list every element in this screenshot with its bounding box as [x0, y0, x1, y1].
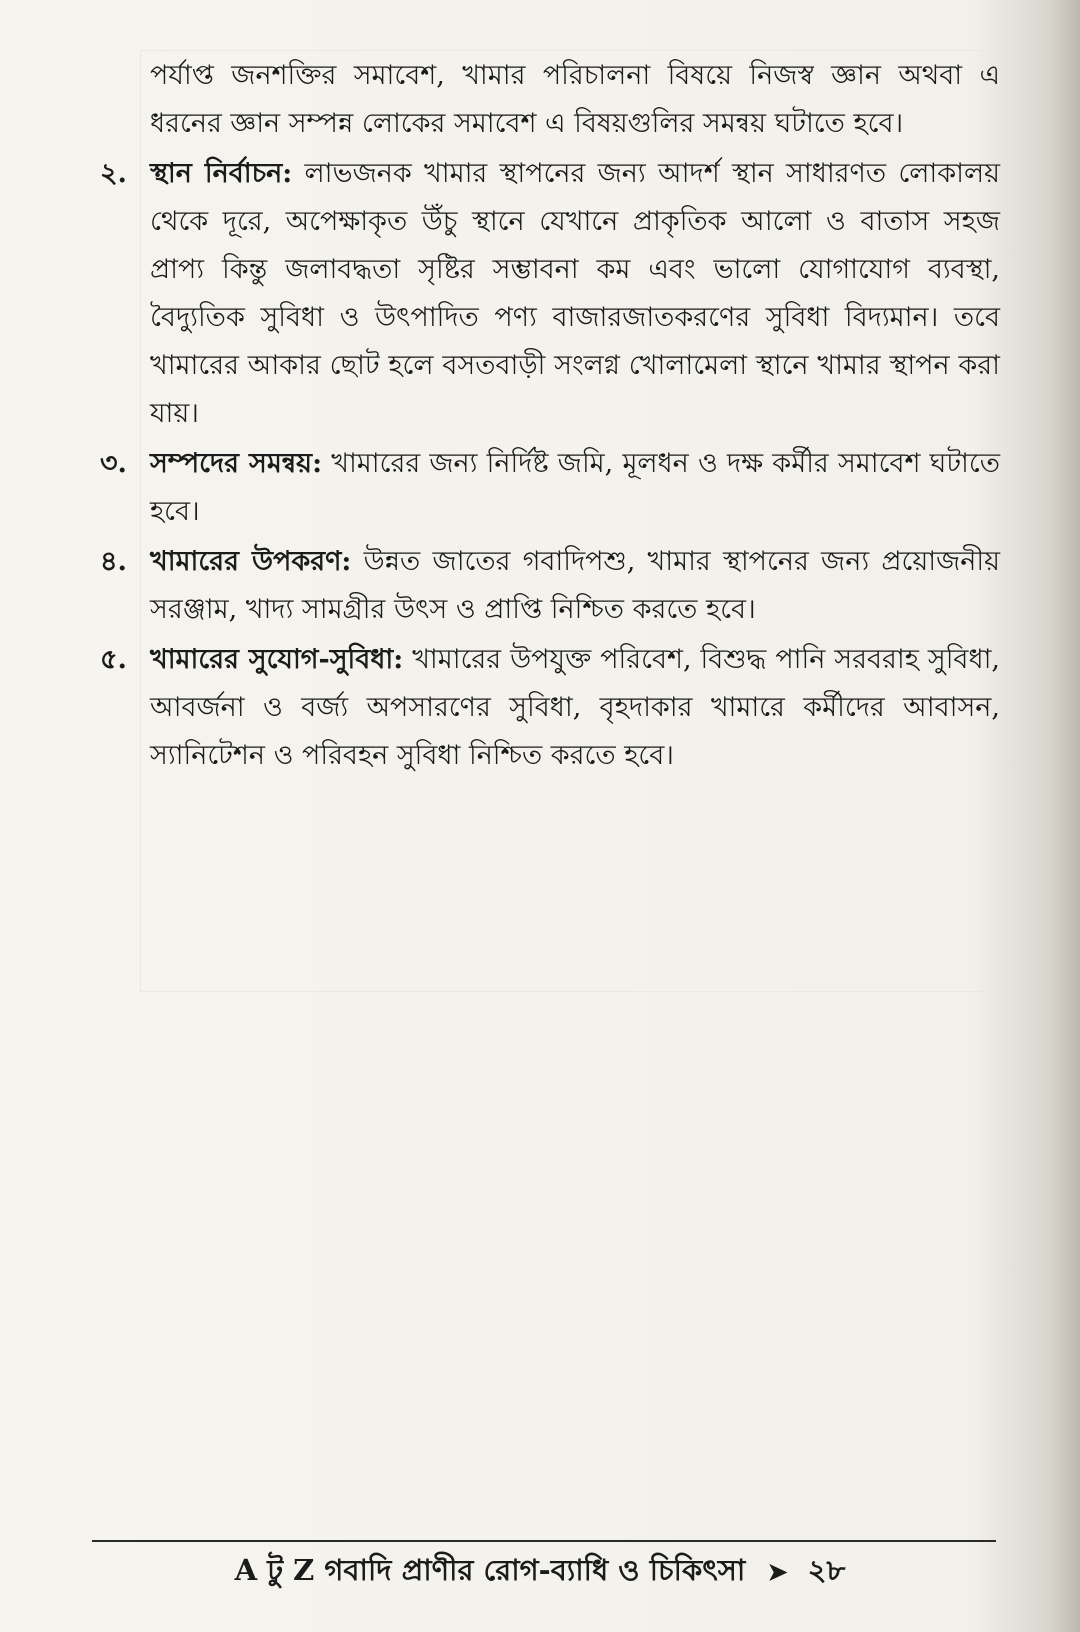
paragraph-5-text: খামারের উপযুক্ত পরিবেশ, বিশুদ্ধ পানি সরবরাহ সুবিধা, আবর্জনা ও বর্জ্য অপসারণের সুবিধা, বৃহদাকার খামারে কর্মীদের আবাসন, স্যানিটেশন ও পরিবহন সুবিধা নিশ্চিত করতে হবে। [150, 644, 1000, 771]
body-text [100, 52, 1000, 782]
paragraph-5 [100, 636, 1000, 780]
paragraph-3 [100, 440, 1000, 536]
paragraph-5-heading: খামারের সুযোগ-সুবিধা: [150, 644, 404, 675]
footer-divider [92, 1540, 996, 1542]
paragraph-4-text: উন্নত জাতের গবাদিপশু, খামার স্থাপনের জন্য প্রয়োজনীয় সরঞ্জাম, খাদ্য সামগ্রীর উৎস ও প্রাপ্তি নিশ্চিত করতে হবে। [150, 546, 1001, 625]
book-title: A টু Z গবাদি প্রাণীর রোগ-ব্যাধি ও চিকিৎসা [234, 1553, 746, 1587]
paragraph-1-text: পর্যাপ্ত জনশক্তির সমাবেশ, খামার পরিচালনা বিষয়ে নিজস্ব জ্ঞান অথবা এ ধরনের জ্ঞান সম্পন্ন লোকের সমাবেশ এ বিষয়গুলির সমন্বয় ঘটাতে হবে। [150, 60, 1000, 139]
paragraph-4-heading: খামারের উপকরণ: [150, 546, 352, 577]
paragraph-4-number: ৪. [100, 546, 127, 577]
running-footer [0, 1548, 1080, 1597]
paragraph-2-text: লাভজনক খামার স্থাপনের জন্য আদর্শ স্থান সাধারণত লোকালয় থেকে দূরে, অপেক্ষাকৃত উঁচু স্থানে যেখানে প্রাকৃতিক আলো ও বাতাস সহজ প্রাপ্য কিন্তু জলাবদ্ধতা সৃষ্টির সম্ভাবনা কম এবং ভালো যোগাযোগ ব্যবস্থা, বৈদ্যুতিক সুবিধা ও উৎপাদিত পণ্য বাজারজাতকরণের সুবিধা বিদ্যমান। তবে খামারের আকার ছোট হলে বসতবাড়ী সংলগ্ন খোলামেলা স্থানে খামার স্থাপন করা যায়। [150, 158, 1001, 429]
paragraph-4 [100, 538, 1000, 634]
paragraph-3-number: ৩. [100, 448, 127, 479]
paragraph-3-heading: সম্পদের সমন্বয়: [150, 448, 323, 479]
page-number: ২৮ [807, 1553, 846, 1587]
paragraph-1-continued [100, 52, 1000, 148]
paragraph-2-heading: স্থান নির্বাচন: [150, 158, 293, 189]
arrow-right-icon: ➤ [767, 1557, 788, 1586]
paragraph-3-text: খামারের জন্য নির্দিষ্ট জমি, মূলধন ও দক্ষ কর্মীর সমাবেশ ঘটাতে হবে। [150, 448, 1000, 527]
paragraph-2-number: ২. [100, 158, 127, 189]
paragraph-5-number: ৫. [100, 644, 127, 675]
paragraph-2 [100, 150, 1000, 438]
